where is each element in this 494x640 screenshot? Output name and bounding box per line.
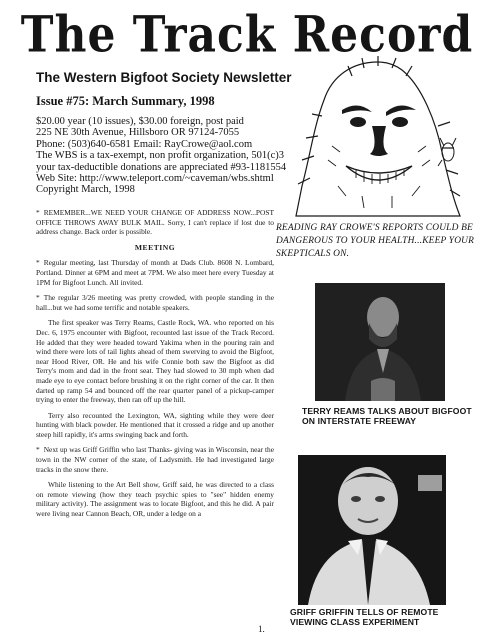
masthead-title: The Track Record [20,6,474,65]
bullet-icon: * [36,293,40,303]
regular-meeting-text: Regular meeting, last Thursday of month at Dads Club. 8608 N. Lombard, Portland. Dinner at 6PM and meet at 7PM. We also meet here every Tuesday at 1PM for Bigfoot Lunch. All invited. [36,258,274,287]
info-subscription: $20.00 year (10 issues), $30.00 foreign, post paid [36,116,244,127]
remember-text: REMEMBER...WE NEED YOUR CHANGE OF ADDRESS NOW...POST OFFICE THROWS AWAY BULK MAIL. Sorry, I can't replace if lost due to address change. Back order is possible. [36,208,274,237]
bullet-icon: * [36,208,40,217]
remember-paragraph [36,208,274,237]
meeting-326-paragraph [36,293,274,312]
body-column [36,208,274,525]
info-donations: your tax-deductible donations are appreciated #93-1181554 [36,161,287,173]
regular-meeting-paragraph [36,258,274,287]
skeptic-quote: READING RAY CROWE'S REPORTS COULD BE DANGEROUS TO YOUR HEALTH...KEEP YOUR SKEPTICALS ON. [276,223,475,259]
terry-reams-photo [315,283,445,401]
griffin-paragraph-1 [36,445,274,474]
bullet-icon: * [36,445,40,455]
meeting-heading: MEETING [134,242,176,252]
photo-caption-2: GRIFF GRIFFIN TELLS OF REMOTE VIEWING CLASS EXPERIMENT [290,607,439,627]
issue-line: Issue #75: March Summary, 1998 [36,94,215,108]
person-photo-icon [298,455,446,605]
griffin-paragraph-2: While listening to the Art Bell show, Griff said, he was directed to a class on remote viewing (how they teach psychic spies to "see" hidden enemy military activity). The assignment was to locate Bigfoot, and this he did. A pair were living near Cannon Beach, OR, under a ledge on a [36,480,274,519]
griff-griffin-photo [298,455,446,605]
person-photo-icon [315,283,445,401]
page-number: 1. [258,624,265,634]
griffin-text-1: Next up was Griff Griffin who last Thanks- giving was in Wisconsin, near the town in the NW corner of the state, of Ladysmith. He had investigated large tracks in the snow there. [36,445,274,474]
reams-paragraph-1: The first speaker was Terry Reams, Castle Rock, WA. who reported on his Dec. 6, 1975 encounter with Bigfoot, recounted last issue of the Track Record. He added that they were headed toward Yakima when in the pouring rain and wind there were lots of tail lights ahead of them swerving to avoid the Bigfoot, near Hood River, OR. He and his wife Connie both saw the Bigfoot as did Terry's mom and dad in the front seat. They had slowed to 30 mph when dad made eye to eye contact before brushing it on the right corner of the car. It then darted up ramp 54 and bounced off the rear quarter panel of a pickup-camper trying to enter the freeway, then ran off up the hill. [36,318,274,405]
info-website: Web Site: http://www.teleport.com/~caveman/wbs.shtml [36,173,274,185]
meeting-326-text: The regular 3/26 meeting was pretty crowded, with people standing in the hall...but we had some terrific and notable speakers. [36,293,274,312]
photo-caption-1: TERRY REAMS TALKS ABOUT BIGFOOT ON INTERSTATE FREEWAY [302,406,472,426]
bullet-icon: * [36,258,40,268]
info-address: 225 NE 30th Avenue, Hillsboro OR 97124-7055 [36,127,240,139]
info-copyright: Copyright March, 1998 [36,184,135,196]
reams-paragraph-2: Terry also recounted the Lexington, WA, sighting while they were deer hunting with black powder. He mentioned that it crossed a ridge and up another steep hill rapidly, it's arms swinging back and forth. [36,410,274,439]
info-phone-email: Phone: (503)640-6581 Email: RayCrowe@aol.com [36,138,253,150]
newsletter-subtitle: The Western Bigfoot Society Newsletter [36,70,292,85]
info-tax-exempt: The WBS is a tax-exempt, non profit organization, 501(c)3 [36,150,285,162]
info-block [36,116,287,196]
bigfoot-cartoon-icon [292,56,464,221]
